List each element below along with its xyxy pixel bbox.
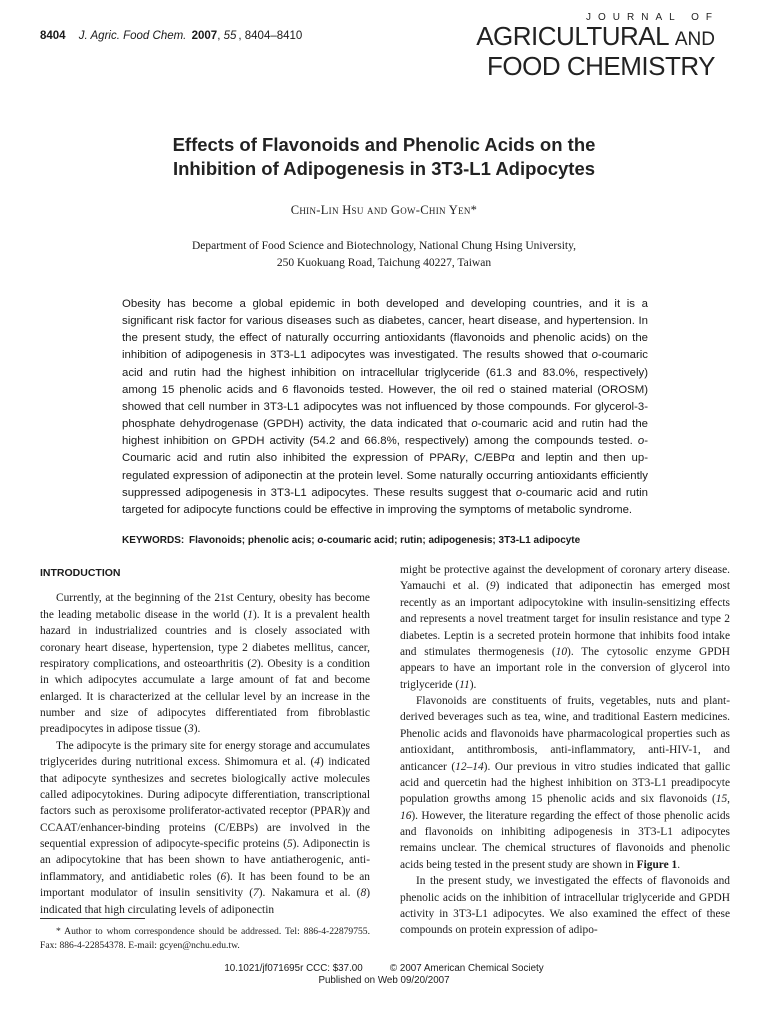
footnote-rule: [40, 918, 145, 919]
authors: Chin-Lin Hsu and Gow-Chin Yen*: [290, 203, 478, 217]
footer-line-1: 10.1021/jf071695r CCC: $37.00 © 2007 American Chemical Society: [224, 963, 544, 974]
footnote-marker: *: [56, 926, 61, 937]
keywords-label: KEYWORDS:: [122, 535, 185, 546]
left-column: [40, 565, 370, 918]
running-head: 8404 J. Agric. Food Chem. 2007, 55 , 8404–8410: [40, 30, 303, 42]
journal-pages: 8404–8410: [244, 30, 303, 42]
paragraph: The adipocyte is the primary site for energy storage and accumulates triglycerides during nutritional excess. Shimomura et al. (4) indicated that adipocyte synthesizes and secretes biologically active molecules called adipocytokines. During adipocyte differentiation, transcriptional factors such as peroxisome proliferator-activated receptor (PPAR)γ and CCAAT/enhancer-binding proteins (C/EBPs) are involved in the sequential expression of adipocyte-specific proteins (5). Adiponectin is an adipocytokine that has been shown to have antiatherogenic, anti-inflammatory, and antidiabetic roles (6). It has been found to be an important modulator of insulin sensitivity (7). Nakamura et al. (8) indicated that high circulating levels of adiponectin: [40, 739, 371, 916]
copyright: 2007 American Chemical Society: [399, 963, 544, 974]
page-number: 8404: [40, 30, 66, 42]
journal-abbrev: J. Agric. Food Chem.: [78, 30, 187, 42]
journal-masthead: [476, 12, 719, 81]
published-date: Published on Web 09/20/2007: [318, 975, 450, 986]
affiliation-line-2: 250 Kuokuang Road, Taichung 40227, Taiwan: [276, 257, 492, 269]
figure-1-ref[interactable]: Figure 1: [636, 858, 678, 871]
keywords: KEYWORDS: Flavonoids; phenolic acis; o-coumaric acid; rutin; adipogenesis; 3T3-L1 adipocyte: [122, 535, 581, 546]
paragraph: In the present study, we investigated the effects of flavonoids and phenolic acids on the inhibition of intracellular triglyceride and GPDH activity in 3T3-L1 adipocytes. We also examined the effect of these compounds on protein expression of adipo-: [400, 875, 730, 937]
masthead-line1: JOURNAL OF: [586, 12, 719, 23]
right-column: [400, 562, 730, 939]
masthead-line3: FOOD CHEMISTRY: [487, 51, 715, 81]
footnote: * Author to whom correspondence should be addressed. Tel: 886-4-22879755. Fax: 886-4-22854378. E-mail: gcyen@nchu.edu.tw.: [40, 926, 370, 951]
abstract: Obesity has become a global epidemic in both developed and developing countries, and it is a significant risk factor for various diseases such as diabetes, cancer, heart disease, and hypertension. In the present study, the effect of naturally occurring antioxidants (flavonoids and phenolic acids) on the inhibition of adipogenesis in 3T3-L1 adipocytes was investigated. The results showed that o-coumaric acid and rutin had the highest inhibition on intracellular triglyceride (61.3 and 83.0%, respectively) among 15 phenolic acids and 6 flavonoids tested. However, the oil red o stained material (OROSM) showed that cell number in 3T3-L1 adipocytes was not influenced by those compounds. For glycerol-3-phosphate dehydrogenase (GPDH) activity, the data indicated that o-coumaric acid and rutin had the highest inhibition on GPDH activity (54.2 and 66.8%, respectively) among the compounds tested. o-Coumaric acid and rutin also inhibited the expression of PPARγ, C/EBPα and leptin and then up-regulated expression of adiponectin at the protein level. Some naturally occurring antioxidants efficiently suppressed adipogenesis in 3T3-L1 adipocytes. These results suggest that o-coumaric acid and rutin targeted for adipocyte functions could be effective in improving the symptoms of metabolic syndrome.: [122, 298, 648, 516]
paragraph: might be protective against the development of coronary artery disease. Yamauchi et al. (9) indicated that adiponectin has emerged most recently as an important adipocytokine with insulin-sensitizing effects and represents a novel treatment target for insulin resistance and type 2 diabetes. Leptin is a secreted protein hormone that inhibits food intake and stimulates thermogenesis (10). The cytosolic enzyme GPDH appears to have an important role in the conversion of glycerol into triglyceride (11).: [400, 564, 731, 691]
section-heading-introduction: INTRODUCTION: [40, 567, 121, 579]
affiliation-line-1: Department of Food Science and Biotechnology, National Chung Hsing University,: [191, 240, 576, 252]
masthead-and: AND: [674, 29, 715, 50]
title-line-2: Inhibition of Adipogenesis in 3T3-L1 Adipocytes: [172, 158, 596, 179]
masthead-line2: AGRICULTURAL: [476, 21, 669, 51]
article-title: [0, 133, 768, 181]
journal-volume: 55: [223, 30, 237, 42]
affiliation: [0, 238, 768, 272]
paragraph: Currently, at the beginning of the 21st Century, obesity has become the leading metabolic disease in the world (1). It is a prevalent health hazard in industrialized countries and is closely associated with coronary heart disease, hypertension, type 2 diabetes mellitus, cancer, respiratory complications, and osteoarthritis (2). Obesity is a condition in which adipocytes accumulate a large amount of fat and become enlarged. It is characterized at the cellular level by an increase in the number and size of adipocytes differentiated from fibroblastic preadipocytes in adipose tissue (3).: [40, 592, 370, 736]
journal-year: 2007: [191, 30, 218, 42]
doi: 10.1021/jf071695r CCC: $37.00: [224, 963, 363, 974]
title-line-1: Effects of Flavonoids and Phenolic Acids on the: [172, 134, 596, 155]
paragraph: Flavonoids are constituents of fruits, vegetables, nuts and plant-derived beverages such as tea, wine, and traditional Eastern medicines. Phenolic acids and flavonoids have pharmacological properties such as antioxidant, antithrombosis, anti-inflammatory, anti-HIV-1, and anticancer (12–14). Our previous in vitro studies indicated that gallic acid and quercetin had the highest inhibition on 3T3-L1 preadipocyte population growths among 15 phenolic acids and six flavonoids (15, 16). However, the literature regarding the effect of those phenolic acids and flavonoids on inhibiting adipogenesis in 3T3-L1 adipocytes remains unclear. The chemical structures of flavonoids and phenolic acids being tested in the present study are shown in Figure 1.: [400, 695, 730, 871]
